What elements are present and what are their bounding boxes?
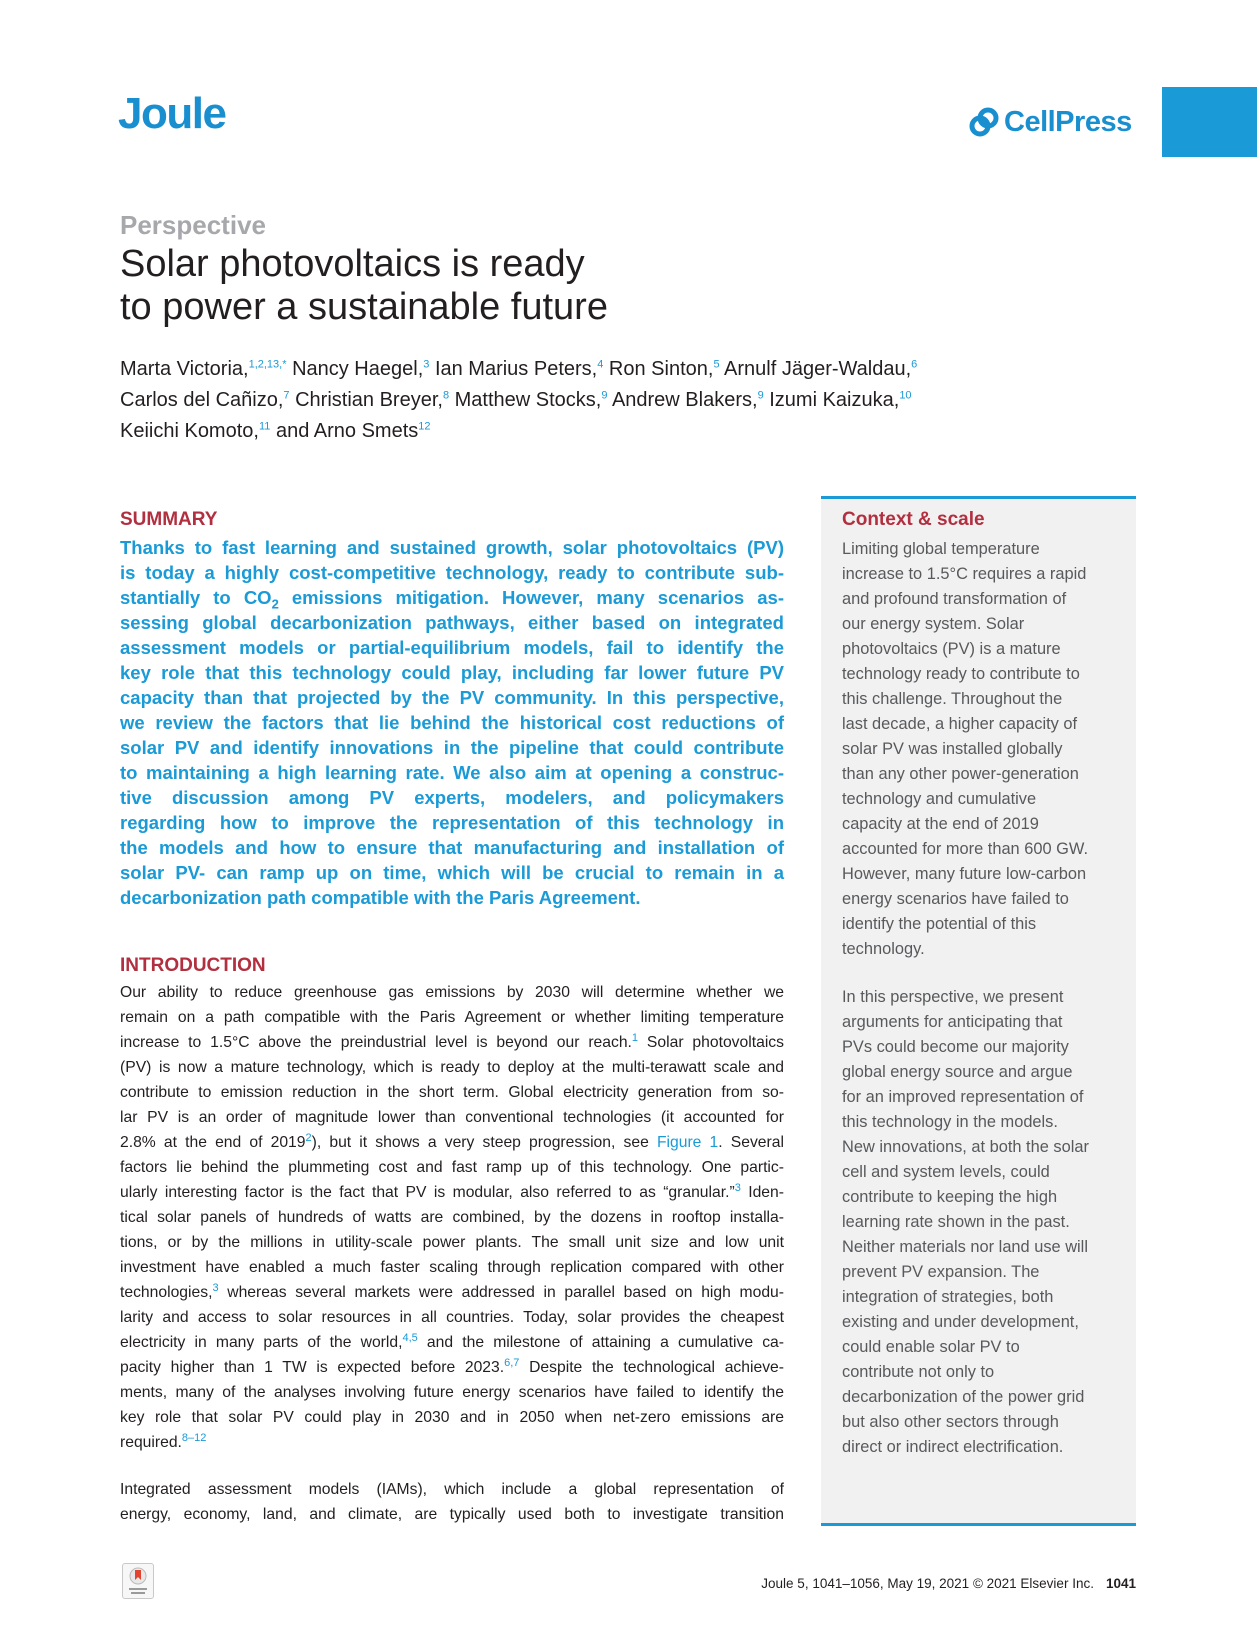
- context-line: contribute to keeping the high: [842, 1188, 1058, 1206]
- citation-link[interactable]: 3: [212, 1281, 219, 1294]
- publisher-name: CellPress: [1004, 105, 1132, 138]
- title-line: Solar photovoltaics is ready: [120, 243, 585, 285]
- page-number: 1041: [1105, 1576, 1136, 1591]
- summary-fragment: stantially to CO: [120, 587, 272, 608]
- body-line: key role that solar PV could play in 2030 and in 2050 when net-zero emissions are: [120, 1409, 784, 1426]
- context-line: cell and system levels, could: [842, 1163, 1050, 1181]
- context-line: this technology in the models.: [842, 1113, 1058, 1131]
- context-line: this challenge. Throughout the: [842, 690, 1063, 708]
- context-line: However, many future low-carbon: [842, 865, 1087, 883]
- update-bookmark-icon: [123, 1564, 153, 1598]
- subscript: 2: [271, 596, 279, 612]
- author-name[interactable]: Andrew Blakers,: [611, 389, 758, 411]
- summary-line: capacity than that projected by the PV community. In this perspective,: [120, 687, 784, 708]
- context-line: arguments for anticipating that: [842, 1013, 1063, 1031]
- author-list: [120, 354, 1060, 447]
- summary-line: [120, 585, 784, 610]
- body-fragment: electricity in many parts of the world,: [120, 1334, 403, 1351]
- body-line: Our ability to reduce greenhouse gas emissions by 2030 will determine whether we: [120, 984, 784, 1001]
- affiliation-marker[interactable]: 9: [601, 389, 608, 402]
- summary-text: [120, 535, 784, 910]
- context-line: existing and under development,: [842, 1313, 1079, 1331]
- author-name[interactable]: Keiichi Komoto,: [120, 420, 259, 442]
- body-line: [120, 1280, 784, 1305]
- affiliation-marker[interactable]: 9: [757, 389, 764, 402]
- summary-line: tive discussion among PV experts, modelers, and policymakers: [120, 787, 784, 808]
- cellpress-logo[interactable]: [968, 104, 1132, 140]
- affiliation-marker[interactable]: 4: [597, 358, 604, 371]
- context-line: learning rate shown in the past.: [842, 1213, 1070, 1231]
- context-line: PVs could become our majority: [842, 1038, 1069, 1056]
- summary-line: to maintaining a high learning rate. We also aim at opening a construc-: [120, 762, 784, 783]
- citation-link[interactable]: 2: [305, 1131, 312, 1144]
- summary-line: solar PV- can ramp up on time, which will be crucial to remain in a: [120, 862, 784, 883]
- summary-fragment: emissions mitigation. However, many scenarios as-: [278, 587, 784, 608]
- body-fragment: Despite the technological achieve-: [519, 1359, 784, 1376]
- citation-link[interactable]: 8–12: [181, 1431, 207, 1444]
- body-line: factors lie behind the plummeting cost and fast ramp up of this technology. One partic-: [120, 1159, 784, 1176]
- body-line: [120, 1180, 784, 1205]
- context-line: than any other power-generation: [842, 765, 1079, 783]
- journal-logo[interactable]: Joule: [118, 89, 226, 138]
- author-name[interactable]: Ron Sinton,: [608, 358, 714, 380]
- context-line: photovoltaics (PV) is a mature: [842, 640, 1061, 658]
- context-line: Neither materials nor land use will: [842, 1238, 1088, 1256]
- context-line: for an improved representation of: [842, 1088, 1084, 1106]
- summary-line: key role that this technology could play, including far lower future PV: [120, 662, 784, 683]
- context-line: and profound transformation of: [842, 590, 1067, 608]
- author-name[interactable]: Carlos del Cañizo,: [120, 389, 284, 411]
- body-fragment: Iden-: [740, 1184, 784, 1201]
- context-line: but also other sectors through: [842, 1413, 1059, 1431]
- context-line: In this perspective, we present: [842, 988, 1064, 1006]
- context-line: decarbonization of the power grid: [842, 1388, 1085, 1406]
- body-line: [120, 1430, 784, 1455]
- context-line: contribute not only to: [842, 1363, 995, 1381]
- affiliation-marker[interactable]: 10: [899, 389, 912, 402]
- body-line: Integrated assessment models (IAMs), which include a global representation of: [120, 1481, 784, 1498]
- author-line: [120, 354, 1060, 385]
- summary-heading: SUMMARY: [120, 509, 218, 530]
- page-footer: [761, 1576, 1136, 1591]
- context-line: prevent PV expansion. The: [842, 1263, 1040, 1281]
- body-fragment: technologies,: [120, 1284, 213, 1301]
- body-fragment: . Several: [718, 1134, 784, 1151]
- summary-line: we review the factors that lie behind the historical cost reductions of: [120, 712, 784, 733]
- context-line: identify the potential of this: [842, 915, 1037, 933]
- body-fragment: pacity higher than 1 TW is expected before 2023.: [120, 1359, 505, 1376]
- body-line: investment have enabled a much faster scaling through replication compared with other: [120, 1259, 784, 1276]
- summary-line: decarbonization path compatible with the Paris Agreement.: [120, 887, 641, 908]
- body-fragment: 2.8% at the end of 2019: [120, 1134, 306, 1151]
- context-line: our energy system. Solar: [842, 615, 1025, 633]
- summary-line: sessing global decarbonization pathways, either based on integrated: [120, 612, 784, 633]
- affiliation-marker[interactable]: 8: [442, 389, 450, 402]
- body-line: [120, 1130, 784, 1155]
- introduction-paragraph-2: [120, 1477, 784, 1527]
- context-line: New innovations, at both the solar: [842, 1138, 1089, 1156]
- cellpress-icon: [968, 106, 1000, 138]
- affiliation-marker[interactable]: 6: [911, 358, 918, 371]
- context-line: direct or indirect electrification.: [842, 1438, 1064, 1456]
- body-line: energy, economy, land, and climate, are typically used both to investigate transition: [120, 1506, 784, 1523]
- body-fragment: required.: [120, 1434, 182, 1451]
- author-name[interactable]: Arnulf Jäger-Waldau,: [724, 358, 912, 380]
- introduction-heading: INTRODUCTION: [120, 955, 266, 976]
- author-name[interactable]: Nancy Haegel,: [292, 358, 424, 380]
- author-name[interactable]: Matthew Stocks,: [454, 389, 602, 411]
- body-line: lar PV is an order of magnitude lower than conventional technologies (it accounted for: [120, 1109, 784, 1126]
- body-line: ments, many of the analyses involving future energy scenarios have failed to identify the: [120, 1384, 784, 1401]
- body-line: larity and access to solar resources in all countries. Today, solar provides the cheapest: [120, 1309, 784, 1326]
- body-line: (PV) is now a mature technology, which is ready to deploy at the multi-terawatt scale and: [120, 1059, 784, 1076]
- article-title: [120, 243, 608, 329]
- body-fragment: increase to 1.5°C above the preindustrial level is beyond our reach.: [120, 1034, 632, 1051]
- context-heading: Context & scale: [842, 509, 985, 530]
- body-fragment: whereas several markets were addressed in parallel based on high modu-: [218, 1284, 784, 1301]
- citation-link[interactable]: 1: [631, 1031, 639, 1044]
- affiliation-marker[interactable]: 1,2,13,*: [248, 358, 287, 371]
- context-line: last decade, a higher capacity of: [842, 715, 1078, 733]
- affiliation-marker[interactable]: 3: [423, 358, 430, 371]
- author-name[interactable]: Ian Marius Peters,: [434, 358, 598, 380]
- context-line: technology ready to contribute to: [842, 665, 1080, 683]
- author-name[interactable]: Izumi Kaizuka,: [769, 389, 900, 411]
- introduction-paragraph: [120, 980, 784, 1455]
- body-fragment: ularly interesting factor is the fact that PV is modular, also referred to as “granular.”: [120, 1184, 735, 1201]
- affiliation-marker[interactable]: 11: [258, 420, 271, 433]
- author-name[interactable]: Marta Victoria,: [120, 358, 249, 380]
- summary-line: solar PV and identify innovations in the pipeline that could contribute: [120, 737, 784, 758]
- journal-citation: Joule 5, 1041–1056, May 19, 2021 © 2021 Elsevier Inc.: [761, 1576, 1094, 1591]
- affiliation-marker[interactable]: 7: [283, 389, 290, 402]
- context-line: energy scenarios have failed to: [842, 890, 1069, 908]
- affiliation-marker[interactable]: 12: [418, 420, 431, 433]
- author-name[interactable]: Christian Breyer,: [295, 389, 443, 411]
- context-line: Limiting global temperature: [842, 540, 1040, 558]
- summary-line: Thanks to fast learning and sustained growth, solar photovoltaics (PV): [120, 537, 784, 558]
- context-line: integration of strategies, both: [842, 1288, 1054, 1306]
- context-line: technology and cumulative: [842, 790, 1037, 808]
- affiliation-marker[interactable]: 5: [713, 358, 720, 371]
- context-line: increase to 1.5°C requires a rapid: [842, 565, 1087, 583]
- body-fragment: and the milestone of attaining a cumulative ca-: [417, 1334, 784, 1351]
- summary-line: is today a highly cost-competitive technology, ready to contribute sub-: [120, 562, 784, 583]
- figure-link[interactable]: Figure 1: [656, 1134, 719, 1151]
- author-name[interactable]: and Arno Smets: [275, 420, 419, 442]
- context-line: technology.: [842, 940, 925, 958]
- context-line: accounted for more than 600 GW.: [842, 840, 1088, 858]
- body-fragment: Solar photovoltaics: [638, 1034, 784, 1051]
- body-line: remain on a path compatible with the Paris Agreement or whether limiting temperature: [120, 1009, 784, 1026]
- author-line: [120, 385, 1060, 416]
- corner-tab: [1162, 87, 1257, 157]
- citation-link[interactable]: 6,7: [504, 1356, 520, 1369]
- body-line: [120, 1330, 784, 1355]
- context-paragraph-2: [842, 985, 1132, 1460]
- body-fragment: ), but it shows a very steep progression, see: [311, 1134, 657, 1151]
- body-line: tical solar panels of hundreds of watts are combined, by the dozens in rooftop installa-: [120, 1209, 784, 1226]
- summary-line: the models and how to ensure that manufacturing and installation of: [120, 837, 784, 858]
- summary-line: assessment models or partial-equilibrium models, fail to identify the: [120, 637, 784, 658]
- context-line: global energy source and argue: [842, 1063, 1073, 1081]
- citation-link[interactable]: 4,5: [402, 1331, 418, 1344]
- summary-line: regarding how to improve the representation of this technology in: [120, 812, 784, 833]
- body-line: contribute to emission reduction in the short term. Global electricity generation from so-: [120, 1084, 784, 1101]
- body-line: tions, or by the millions in utility-scale power plants. The small unit size and low unit: [120, 1234, 784, 1251]
- context-line: could enable solar PV to: [842, 1338, 1020, 1356]
- body-line: [120, 1355, 784, 1380]
- title-line: to power a sustainable future: [120, 286, 608, 328]
- check-for-updates-badge[interactable]: [122, 1563, 154, 1599]
- context-line: solar PV was installed globally: [842, 740, 1063, 758]
- body-line: [120, 1030, 784, 1055]
- context-line: capacity at the end of 2019: [842, 815, 1039, 833]
- author-line: [120, 416, 1060, 447]
- citation-link[interactable]: 3: [734, 1181, 741, 1194]
- context-paragraph-1: [842, 537, 1132, 962]
- article-type: Perspective: [120, 210, 266, 240]
